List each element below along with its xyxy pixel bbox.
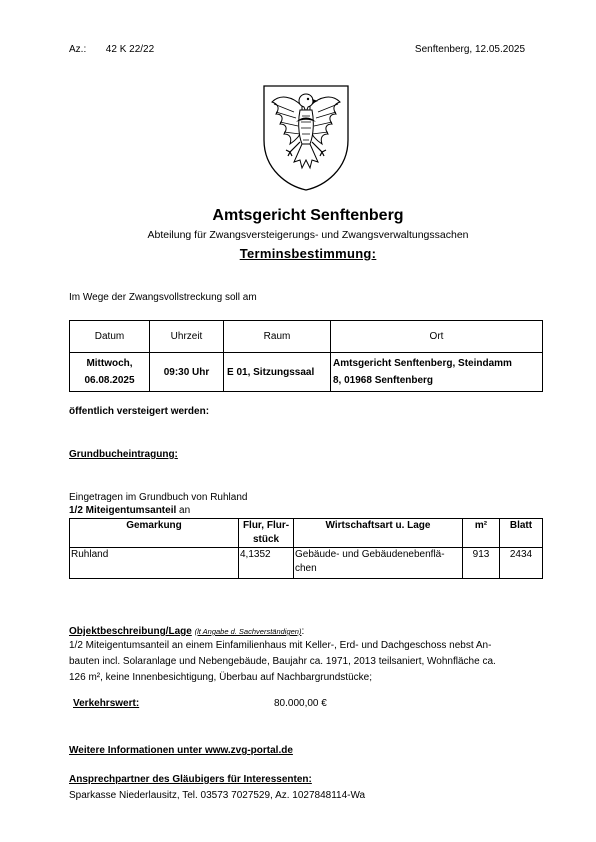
az-label: Az.: — [69, 44, 87, 55]
cell-uhrzeit: 09:30 Uhr — [150, 353, 224, 392]
land-header-row — [70, 519, 543, 548]
auction-text: öffentlich versteigert werden: — [69, 406, 210, 417]
cell-datum: Mittwoch, 06.08.2025 — [70, 353, 150, 392]
object-note-suffix: : — [301, 626, 305, 637]
share-bold: 1/2 Miteigentumsanteil — [69, 505, 177, 516]
cell-flur: 4,1352 — [239, 548, 294, 579]
coat-of-arms-icon — [262, 82, 350, 192]
cell-m2: 913 — [463, 548, 500, 579]
value-label: Verkehrswert: — [73, 698, 140, 709]
object-description: 1/2 Miteigentumsanteil an einem Einfamilienhaus mit Keller-, Erd- und Dachgeschoss nebst An- bauten incl. Solaranlage und Nebengebäude, Baujahr ca. 1971, 2013 teilsaniert, Wohnfläche ca. 126 m², keine Innenbesichtigung, Überbau auf Nachbargrundstücke; — [69, 640, 496, 683]
land-register-table — [69, 518, 543, 579]
share-line — [69, 505, 190, 516]
object-note: (lt Angabe d. Sachverständigen) — [194, 627, 302, 636]
schedule-header-row — [70, 321, 543, 353]
schedule-row — [70, 353, 543, 392]
intro-text: Im Wege der Zwangsvollstreckung soll am — [69, 292, 257, 303]
more-info: Weitere Informationen unter www.zvg-portal.de — [69, 745, 293, 756]
header-blatt: Blatt — [500, 519, 543, 548]
contact-heading: Ansprechpartner des Gläubigers für Interessenten: — [69, 774, 312, 785]
header-wirtschaftsart: Wirtschaftsart u. Lage — [294, 519, 463, 548]
land-register-heading: Grundbucheintragung: — [69, 449, 178, 460]
contact-text: Sparkasse Niederlausitz, Tel. 03573 7027529, Az. 1027848114-Wa — [69, 790, 366, 801]
header-uhrzeit: Uhrzeit — [150, 321, 224, 353]
share-rest: an — [176, 505, 191, 516]
file-reference — [69, 44, 154, 55]
court-department: Abteilung für Zwangsversteigerungs- und Zwangsverwaltungssachen — [147, 229, 469, 241]
cell-blatt: 2434 — [500, 548, 543, 579]
object-heading: Objektbeschreibung/Lage — [69, 626, 192, 637]
cell-raum: E 01, Sitzungssaal — [224, 353, 331, 392]
header-flur: Flur, Flur- stück — [239, 519, 294, 548]
header-gemarkung: Gemarkung — [70, 519, 239, 548]
header-ort: Ort — [331, 321, 543, 353]
value-amount: 80.000,00 € — [274, 698, 327, 709]
header-datum: Datum — [70, 321, 150, 353]
registered-in: Eingetragen im Grundbuch von Ruhland — [69, 492, 248, 503]
object-heading-line — [69, 626, 304, 637]
az-value: 42 K 22/22 — [105, 44, 155, 55]
header-m2: m² — [463, 519, 500, 548]
document-title: Terminsbestimmung: — [239, 246, 377, 261]
court-name: Amtsgericht Senftenberg — [212, 207, 404, 224]
land-row — [70, 548, 543, 579]
cell-gemarkung: Ruhland — [70, 548, 239, 579]
cell-wirtschaftsart: Gebäude- und Gebäudenebenflä- chen — [294, 548, 463, 579]
header-raum: Raum — [224, 321, 331, 353]
cell-ort: Amtsgericht Senftenberg, Steindamm 8, 01968 Senftenberg — [331, 353, 543, 392]
place-date: Senftenberg, 12.05.2025 — [414, 44, 525, 55]
schedule-table — [69, 320, 543, 392]
